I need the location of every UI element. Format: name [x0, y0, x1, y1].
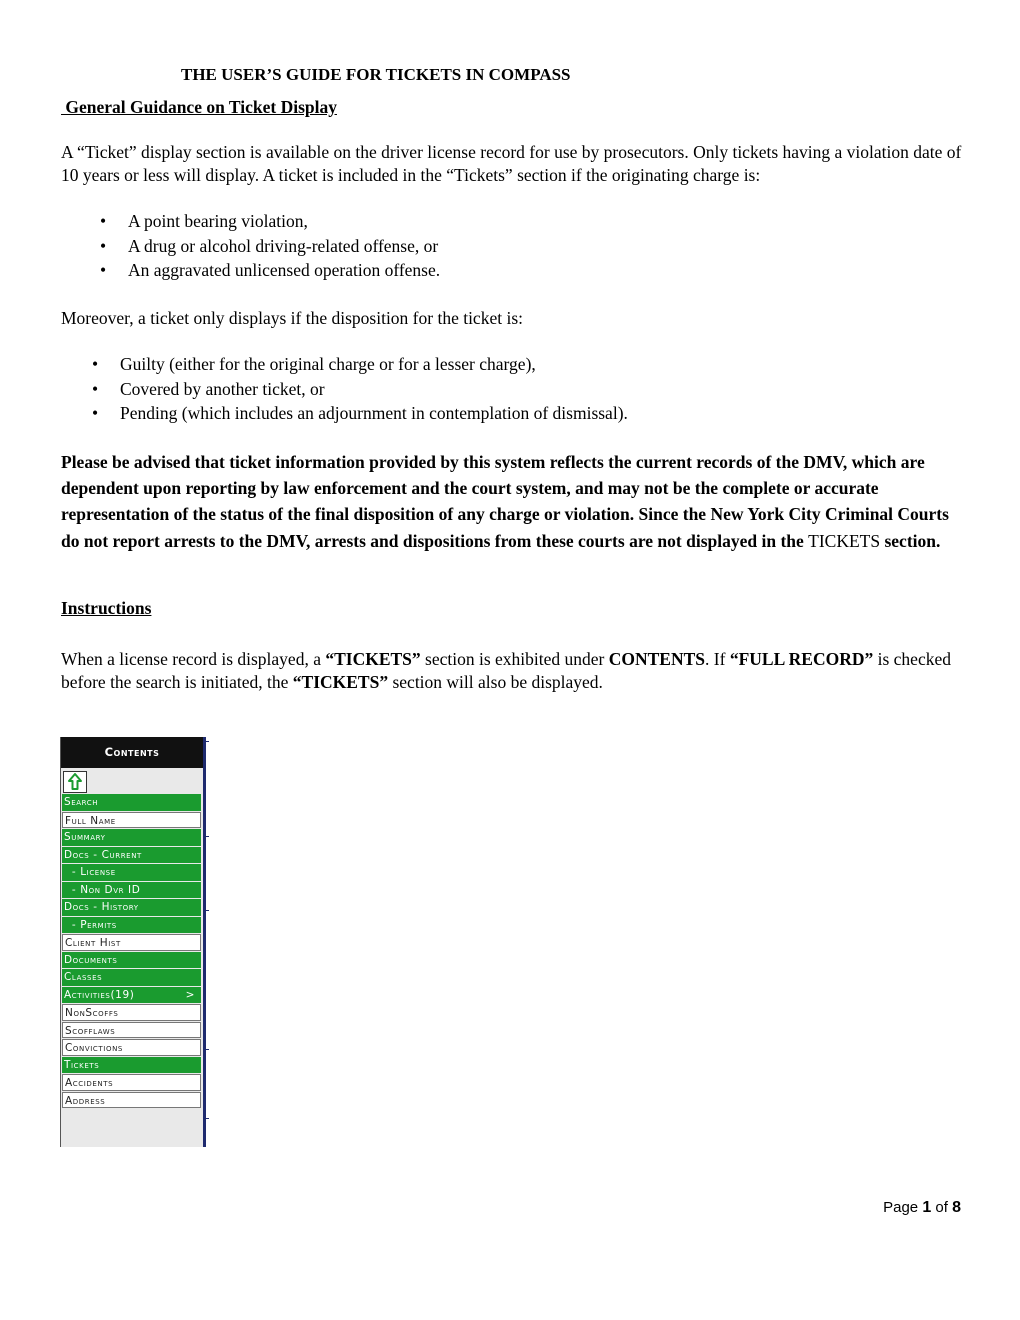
menu-item-label: Docs - Current: [64, 848, 142, 861]
menu-item-label: Docs - History: [64, 901, 139, 913]
menu-item-label: Full Name: [65, 814, 116, 827]
contents-menu-item[interactable]: [62, 1074, 201, 1091]
menu-item-label: Summary: [64, 831, 106, 843]
contents-menu-item[interactable]: [62, 952, 201, 969]
contents-menu-item[interactable]: [62, 1092, 201, 1109]
page-footer: [883, 1196, 961, 1219]
instructions-heading: Instructions: [61, 598, 152, 618]
menu-item-label: Tickets: [64, 1058, 100, 1071]
list-item: • A drug or alcohol driving-related offense, or: [100, 235, 960, 260]
panel-edge-tick: [203, 1049, 209, 1050]
chevron-right-icon: >: [185, 988, 195, 1001]
menu-item-label: Search: [64, 796, 99, 808]
contents-menu-item[interactable]: [62, 969, 201, 986]
contents-term: CONTENTS: [608, 649, 706, 669]
menu-item-label: - License: [64, 866, 116, 878]
instructions-text: is checked before the search is initiated, the: [61, 649, 951, 692]
contents-menu-item[interactable]: [62, 794, 201, 811]
instructions-paragraph: [61, 648, 961, 694]
section-heading: General Guidance on Ticket Display: [61, 97, 337, 117]
panel-edge-tick: [203, 836, 209, 837]
footer-of-word: of: [935, 1199, 948, 1216]
menu-item-label: Address: [65, 1094, 106, 1107]
disposition-intro: Moreover, a ticket only displays if the disposition for the ticket is:: [61, 308, 523, 328]
advisory-text: Please be advised that ticket information provided by this system reflects the current records of the DMV, which are dependent upon reporting by law enforcement and the court system, and may not be the complete or accurate representation of the status of the final disposition of any charge or violation. Since the New York City Criminal Courts do not report arrests to the DMV, arrests and dispositions from these courts are not displayed in the: [61, 452, 949, 551]
contents-menu-item[interactable]: [62, 917, 201, 934]
menu-item-label: NonScoffs: [65, 1007, 119, 1019]
advisory-paragraph: [61, 449, 966, 554]
advisory-text-end: section.: [884, 530, 941, 551]
contents-panel: [60, 737, 206, 1147]
contents-menu-item[interactable]: [62, 1039, 201, 1056]
tickets-term: “TICKETS”: [325, 649, 421, 669]
up-arrow-icon: [64, 772, 86, 792]
contents-menu-item[interactable]: [62, 1004, 201, 1021]
menu-item-label: Classes: [64, 971, 103, 983]
total-pages-number: 8: [952, 1199, 961, 1216]
list-item: • An aggravated unlicensed operation offense.: [100, 259, 960, 284]
menu-item-label: Scofflaws: [65, 1024, 116, 1037]
panel-edge-tick: [203, 1118, 209, 1119]
menu-item-label: Activities(19): [64, 988, 135, 1001]
up-arrow-button[interactable]: [63, 771, 87, 793]
panel-edge-tick: [203, 910, 209, 911]
advisory-tickets-word: TICKETS: [808, 530, 881, 551]
list-item: • Guilty (either for the original charge or for a lesser charge),: [92, 353, 972, 378]
contents-menu-item[interactable]: [62, 864, 201, 881]
contents-menu-item[interactable]: [62, 829, 201, 846]
instructions-text: When a license record is displayed, a: [61, 649, 321, 669]
disposition-bullet-list: [92, 353, 972, 427]
up-row: [61, 768, 203, 794]
list-item: • Pending (which includes an adjournment in contemplation of dismissal).: [92, 402, 972, 427]
instructions-text: section will also be displayed.: [392, 672, 603, 692]
footer-page-word: Page: [883, 1199, 919, 1216]
menu-item-label: Documents: [64, 953, 118, 966]
contents-menu-item[interactable]: [62, 882, 201, 899]
intro-paragraph: A “Ticket” display section is available on the driver license record for use by prosecutors. Only tickets having a violation date of 10 years or less will display. A ticket is included in the “Tickets” section if the originating charge is:: [61, 142, 962, 185]
contents-menu-item[interactable]: [62, 1057, 201, 1074]
instructions-text: section is exhibited under: [425, 649, 605, 669]
charge-bullet-list: [100, 210, 960, 284]
contents-menu-item[interactable]: [62, 1022, 201, 1039]
instructions-text: . If: [705, 649, 726, 669]
tickets-term: “TICKETS”: [292, 672, 389, 692]
contents-menu-item[interactable]: [62, 934, 201, 951]
full-record-term: “FULL RECORD”: [729, 649, 874, 669]
panel-edge-tick: [203, 741, 209, 742]
menu-item-label: - Permits: [64, 918, 117, 931]
contents-menu-item[interactable]: [62, 812, 201, 829]
menu-item-label: Client Hist: [65, 937, 121, 949]
contents-menu-item[interactable]: [62, 847, 201, 864]
contents-menu-item[interactable]: [62, 899, 201, 916]
menu-item-label: - Non Dvr ID: [64, 883, 141, 896]
current-page-number: 1: [922, 1199, 932, 1216]
menu-item-label: Accidents: [65, 1077, 114, 1089]
menu-item-label: Convictions: [65, 1042, 123, 1054]
list-item: • A point bearing violation,: [100, 210, 960, 235]
contents-menu: [61, 794, 203, 1108]
contents-header: Contents: [61, 737, 203, 768]
contents-menu-item[interactable]: [62, 987, 201, 1004]
list-item: • Covered by another ticket, or: [92, 378, 972, 403]
document-title: THE USER’S GUIDE FOR TICKETS IN COMPASS: [181, 65, 571, 84]
